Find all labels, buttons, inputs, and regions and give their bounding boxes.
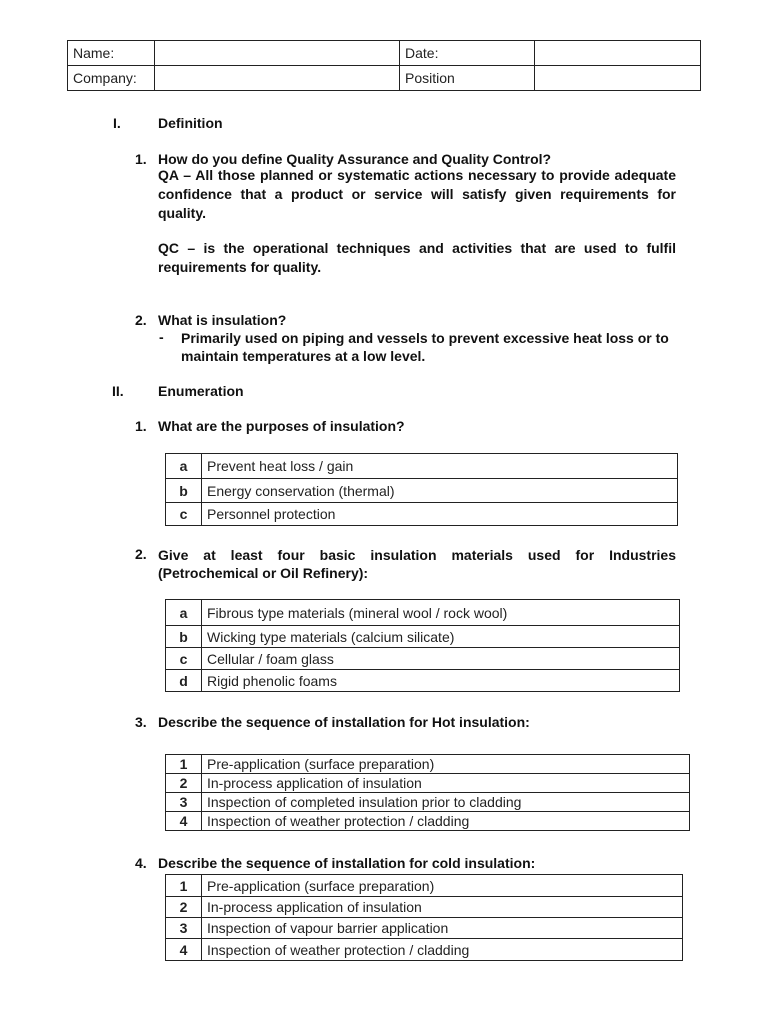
row-key: 2	[166, 897, 202, 918]
hot-insulation-table	[165, 754, 690, 831]
purposes-table	[165, 453, 678, 526]
section-2-title: Enumeration	[158, 383, 244, 399]
table-row	[166, 755, 690, 774]
row-key: b	[166, 479, 202, 503]
row-text: Inspection of weather protection / cladding	[202, 939, 683, 961]
materials-table	[165, 599, 680, 692]
date-field[interactable]	[535, 41, 701, 66]
table-row	[166, 812, 690, 831]
row-key: a	[166, 454, 202, 479]
name-field[interactable]	[155, 41, 400, 66]
section-1-title: Definition	[158, 115, 223, 131]
s1-q2-number: 2.	[135, 312, 147, 328]
table-row	[166, 454, 678, 479]
row-key: a	[166, 600, 202, 626]
table-row	[166, 939, 683, 961]
row-text: Inspection of completed insulation prior to cladding	[202, 793, 690, 812]
table-row	[166, 897, 683, 918]
s2-q2-question: Give at least four basic insulation materials used for Industries (Petrochemical or Oil Refinery):	[158, 547, 676, 581]
s2-q1-number: 1.	[135, 418, 147, 434]
row-key: 3	[166, 793, 202, 812]
s1-q1-number: 1.	[135, 151, 147, 167]
row-text: Pre-application (surface preparation)	[202, 875, 683, 897]
s1-q2-bullet: -	[159, 329, 164, 345]
row-key: 1	[166, 875, 202, 897]
row-text: Personnel protection	[202, 503, 678, 526]
date-label: Date:	[400, 41, 535, 66]
row-text: Energy conservation (thermal)	[202, 479, 678, 503]
s2-q4-question: Describe the sequence of installation for cold insulation:	[158, 855, 536, 871]
section-1-numeral: I.	[113, 115, 121, 131]
row-key: 3	[166, 918, 202, 939]
row-text: Cellular / foam glass	[202, 648, 680, 670]
table-row	[166, 626, 680, 648]
table-row	[166, 670, 680, 692]
row-key: 4	[166, 812, 202, 831]
section-2-numeral: II.	[112, 383, 124, 399]
position-field[interactable]	[535, 66, 701, 91]
table-row	[166, 875, 683, 897]
position-label: Position	[400, 66, 535, 91]
header-info-table	[67, 40, 701, 91]
row-key: 4	[166, 939, 202, 961]
s2-q4-number: 4.	[135, 855, 147, 871]
table-row	[166, 503, 678, 526]
row-text: Inspection of weather protection / cladding	[202, 812, 690, 831]
table-row	[166, 648, 680, 670]
row-text: In-process application of insulation	[202, 774, 690, 793]
table-row	[166, 479, 678, 503]
s1-q2-question: What is insulation?	[158, 312, 287, 328]
row-key: b	[166, 626, 202, 648]
s2-q2-number: 2.	[135, 546, 147, 562]
s2-q1-question: What are the purposes of insulation?	[158, 418, 405, 434]
s1-q1-qa-answer: QA – All those planned or systematic actions necessary to provide adequate confidence that a product or service will satisfy given requirements for quality.	[158, 167, 676, 221]
row-text: Fibrous type materials (mineral wool / rock wool)	[202, 600, 680, 626]
s2-q3-number: 3.	[135, 714, 147, 730]
table-row	[166, 793, 690, 812]
table-row	[166, 600, 680, 626]
row-text: In-process application of insulation	[202, 897, 683, 918]
row-key: c	[166, 503, 202, 526]
row-text: Pre-application (surface preparation)	[202, 755, 690, 774]
s1-q2-answer: Primarily used on piping and vessels to prevent excessive heat loss or to maintain temperatures at a low level.	[181, 330, 669, 364]
table-row	[166, 774, 690, 793]
row-text: Inspection of vapour barrier application	[202, 918, 683, 939]
row-key: d	[166, 670, 202, 692]
row-text: Wicking type materials (calcium silicate)	[202, 626, 680, 648]
cold-insulation-table	[165, 874, 683, 961]
s1-q1-question: How do you define Quality Assurance and Quality Control?	[158, 151, 552, 167]
row-key: 2	[166, 774, 202, 793]
company-field[interactable]	[155, 66, 400, 91]
row-key: 1	[166, 755, 202, 774]
table-row	[166, 918, 683, 939]
s1-q1-qc-answer: QC – is the operational techniques and activities that are used to fulfil requirements for quality.	[158, 240, 676, 275]
row-key: c	[166, 648, 202, 670]
company-label: Company:	[68, 66, 155, 91]
name-label: Name:	[68, 41, 155, 66]
s2-q3-question: Describe the sequence of installation for Hot insulation:	[158, 714, 530, 730]
row-text: Rigid phenolic foams	[202, 670, 680, 692]
row-text: Prevent heat loss / gain	[202, 454, 678, 479]
